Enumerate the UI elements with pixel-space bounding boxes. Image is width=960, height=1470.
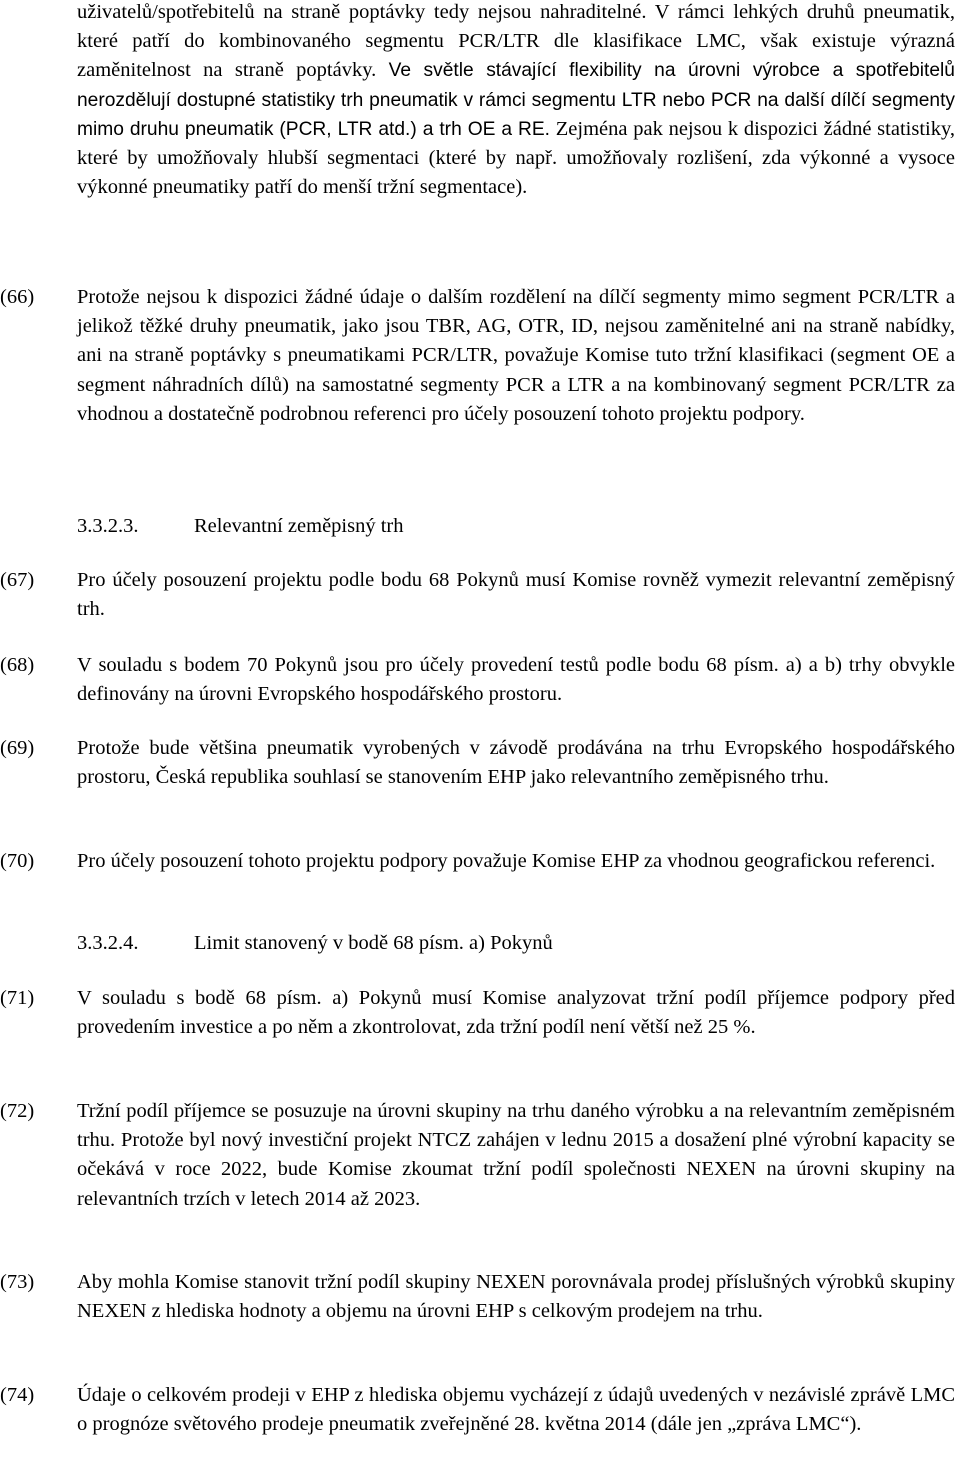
section-title: Relevantní zeměpisný trh xyxy=(194,515,404,537)
section-number: 3.3.2.4. xyxy=(77,932,139,954)
paragraph-text: Tržní podíl příjemce se posuzuje na úrovni skupiny na trhu daného výrobku a na relevantním zeměpisném trhu. Protože byl nový investiční projekt NTCZ zahájen v lednu 2015 a dosažení plné výrobní kapacity se očekává v roce 2022, bude Komise zkoumat tržní podíl společnosti NEXEN na úrovni skupiny na relevantních trzích v letech 2014 až 2023. xyxy=(77,1100,955,1210)
paragraph-text: Pro účely posouzení projektu podle bodu 68 Pokynů musí Komise rovněž vymezit relevantní zeměpisný trh. xyxy=(77,569,955,621)
paragraph-text: Protože nejsou k dispozici žádné údaje o dalším rozdělení na dílčí segmenty mimo segment PCR/LTR a jelikož těžké druhy pneumatik, jako jsou TBR, AG, OTR, ID, nejsou zaměnitelné ani na straně nabídky, ani na straně poptávky s pneumatikami PCR/LTR, považuje Komise tuto tržní klasifikaci (segment OE a segment náhradních dílů) na samostatné segmenty PCR a LTR a na kombinovaný segment PCR/LTR za vhodnou a dostatečně podrobnou referenci pro účely posouzení tohoto projektu podpory. xyxy=(77,286,955,425)
paragraph-text: V souladu s bodem 70 Pokynů jsou pro účely provedení testů podle bodu 68 písm. a) a b) trhy obvykle definovány na úrovni Evropského hospodářského prostoru. xyxy=(77,654,955,706)
paragraph-text: Aby mohla Komise stanovit tržní podíl skupiny NEXEN porovnávala prodej příslušných výrobků skupiny NEXEN z hlediska hodnoty a objemu na úrovni EHP s celkovým prodejem na trhu. xyxy=(77,1271,955,1323)
paragraph-number: (66) xyxy=(0,286,35,308)
paragraph-number: (71) xyxy=(0,987,35,1009)
paragraph-text: Protože bude většina pneumatik vyrobených v závodě prodávána na trhu Evropského hospodářského prostoru, Česká republika souhlasí se stanovením EHP jako relevantního zeměpisného trhu. xyxy=(77,737,955,789)
continued-text-serif-2: Zejména pak nejsou k dispozici žádné statistiky, které by umožňovaly hlubší segmentaci (které by např. umožňovaly rozlišení, zda výkonné a vysoce výkonné pneumatiky patří do menší tržní segmentace). xyxy=(77,117,955,199)
continued-text-sans: Ve světle stávající flexibility na úrovni výrobce a spotřebitelů nerozdělují dostupné statistiky trh pneumatik v rámci segmentu LTR nebo PCR na další dílčí segmenty mimo druhu pneumatik (PCR, LTR atd.) a trh OE a RE. xyxy=(77,60,955,140)
section-number: 3.3.2.3. xyxy=(77,515,139,537)
continued-text-serif: uživatelů/spotřebitelů na straně poptávky tedy nejsou nahraditelné. V rámci lehkých druhů pneumatik, které patří do kombinovaného segmentu PCR/LTR dle klasifikace LMC, však existuje výrazná zaměnitelnost na straně poptávky. xyxy=(77,1,955,82)
paragraph-number: (70) xyxy=(0,850,35,872)
paragraph-number: (72) xyxy=(0,1100,35,1122)
paragraph-text: Pro účely posouzení tohoto projektu podpory považuje Komise EHP za vhodnou geografickou referenci. xyxy=(77,850,936,872)
continued-paragraph xyxy=(77,0,955,202)
paragraph-number: (67) xyxy=(0,569,35,591)
paragraph-number: (73) xyxy=(0,1271,35,1293)
paragraph-text: V souladu s bodě 68 písm. a) Pokynů musí Komise analyzovat tržní podíl příjemce podpory před provedením investice a po něm a zkontrolovat, zda tržní podíl není větší než 25 %. xyxy=(77,987,955,1039)
paragraph-number: (74) xyxy=(0,1384,35,1406)
paragraph-number: (69) xyxy=(0,737,35,759)
section-title: Limit stanovený v bodě 68 písm. a) Pokynů xyxy=(194,932,553,954)
paragraph-text: Údaje o celkovém prodeji v EHP z hlediska objemu vycházejí z údajů uvedených v nezávislé zprávě LMC o prognóze světového prodeje pneumatik zveřejněné 28. května 2014 (dále jen „zpráva LMC“). xyxy=(77,1384,955,1436)
paragraph-number: (68) xyxy=(0,654,35,676)
